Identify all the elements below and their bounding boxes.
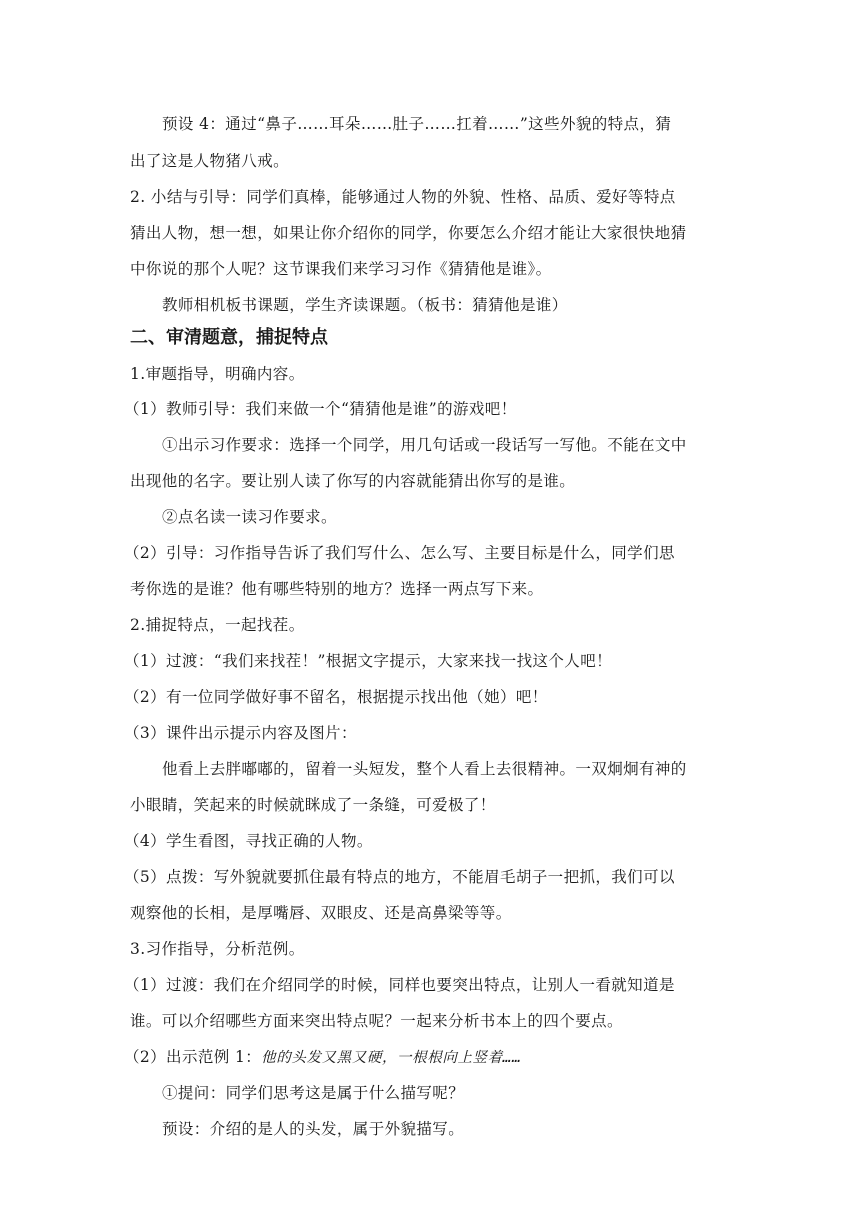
item-2-3: （3）课件出示提示内容及图片： [124, 724, 357, 742]
item-2-4: （4）学生看图，寻找正确的人物。 [124, 832, 373, 850]
item-2-2: （2）有一位同学做好事不留名，根据提示找出他（她）吧！ [124, 688, 548, 706]
item-3-2 [124, 1046, 724, 1069]
item-2-5-cont: 观察他的长相，是厚嘴唇、双眼皮、还是高鼻梁等等。 [130, 904, 512, 922]
item-3-1-cont: 谁。可以介绍哪些方面来突出特点呢？一起来分析书本上的四个要点。 [130, 1012, 623, 1030]
item-2-5: （5）点拨：写外貌就要抓住最有特点的地方，不能眉毛胡子一把抓，我们可以 [124, 868, 675, 886]
item-3-2-a: ①提问：同学们思考这是属于什么描写呢？ [162, 1084, 465, 1102]
paragraph-preset-4-cont: 出了这是人物猪八戒。 [130, 152, 290, 170]
paragraph-preset-4: 预设 4：通过“鼻子……耳朵……肚子……扛着……”这些外貌的特点，猜 [162, 115, 672, 133]
paragraph-summary-cont-2: 中你说的那个人呢？这节课我们来学习习作《猜猜他是谁》。 [130, 260, 552, 278]
item-2-3-text-cont: 小眼睛，笑起来的时候就眯成了一条缝，可爱极了！ [130, 796, 496, 814]
item-2-1: （1）过渡：“我们来找茬！”根据文字提示，大家来找一找这个人吧！ [124, 652, 613, 670]
item-1-1-a: ①出示习作要求：选择一个同学，用几句话或一段话写一写他。不能在文中 [162, 436, 687, 454]
paragraph-summary-cont-1: 猜出人物，想一想，如果让你介绍你的同学，你要怎么介绍才能让大家很快地猜 [130, 224, 687, 242]
subheading-1: 1.审题指导，明确内容。 [130, 365, 305, 383]
item-2-3-text: 他看上去胖嘟嘟的，留着一头短发，整个人看上去很精神。一双炯炯有神的 [162, 760, 687, 778]
item-3-1: （1）过渡：我们在介绍同学的时候，同样也要突出特点，让别人一看就知道是 [124, 976, 675, 994]
item-3-2-preset: 预设：介绍的是人的头发，属于外貌描写。 [162, 1120, 465, 1138]
item-1-2-cont: 考你选的是谁？他有哪些特别的地方？选择一两点写下来。 [130, 580, 544, 598]
item-1-1-b: ②点名读一读习作要求。 [162, 508, 337, 526]
subheading-3: 3.习作指导，分析范例。 [130, 940, 305, 958]
paragraph-board-title: 教师相机板书课题，学生齐读课题。（板书：猜猜他是谁） [162, 296, 568, 314]
item-1-1-a-cont: 出现他的名字。要让别人读了你写的内容就能猜出你写的是谁。 [130, 472, 576, 490]
paragraph-summary: 2. 小结与引导：同学们真棒，能够通过人物的外貌、性格、品质、爱好等特点 [130, 188, 676, 206]
item-3-2-label: （2）出示范例 1： [124, 1048, 262, 1066]
example-1-quote: 他的头发又黑又硬，一根根向上竖着…… [261, 1050, 522, 1066]
section-heading-2: 二、审清题意，捕捉特点 [130, 327, 328, 348]
item-1-2: （2）引导：习作指导告诉了我们写什么、怎么写、主要目标是什么，同学们思 [124, 544, 675, 562]
item-1-1: （1）教师引导：我们来做一个“猜猜他是谁”的游戏吧！ [124, 400, 517, 418]
subheading-2: 2.捕捉特点，一起找茬。 [130, 616, 305, 634]
